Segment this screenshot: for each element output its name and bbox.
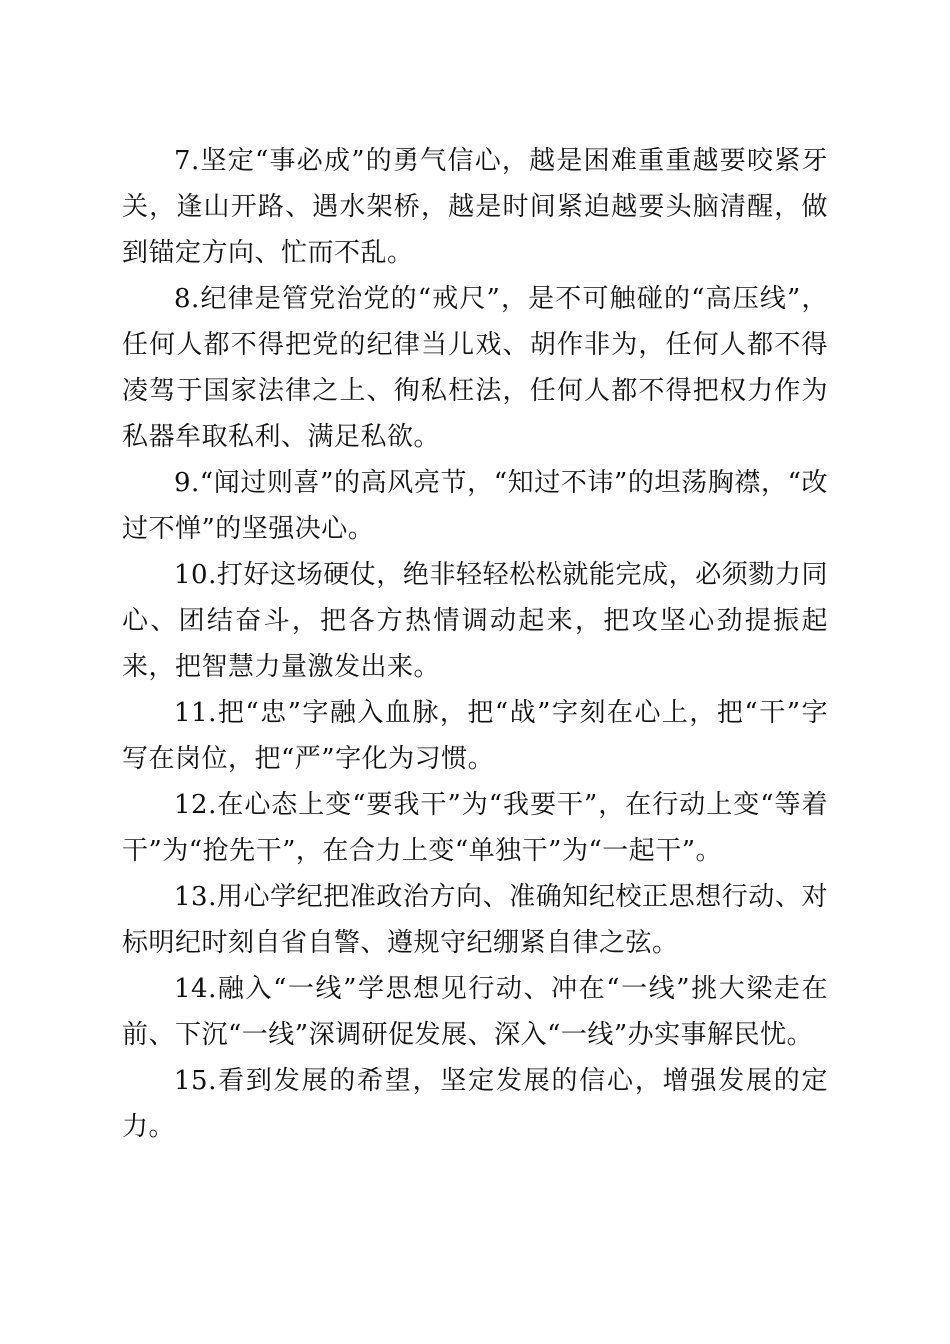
paragraph-14: 14.融入“一线”学思想见行动、冲在“一线”挑大梁走在前、下沉“一线”深调研促发展、深入“一线”办实事解民忧。	[122, 974, 828, 1050]
paragraph-7: 7.坚定“事必成”的勇气信心，越是困难重重越要咬紧牙关，逢山开路、遇水架桥，越是时间紧迫越要头脑清醒，做到锚定方向、忙而不乱。	[122, 146, 828, 268]
paragraph-13: 13.用心学纪把准政治方向、准确知纪校正思想行动、对标明纪时刻自省自警、遵规守纪绷紧自律之弦。	[122, 882, 828, 958]
document-page	[122, 138, 828, 1150]
paragraph-10: 10.打好这场硬仗，绝非轻轻松松就能完成，必须勠力同心、团结奋斗，把各方热情调动起来，把攻坚心劲提振起来，把智慧力量激发出来。	[122, 560, 828, 682]
paragraph-8: 8.纪律是管党治党的“戒尺”，是不可触碰的“高压线”，任何人都不得把党的纪律当儿戏、胡作非为，任何人都不得凌驾于国家法律之上、徇私枉法，任何人都不得把权力作为私器牟取私利、满足私欲。	[122, 284, 828, 452]
paragraph-12: 12.在心态上变“要我干”为“我要干”，在行动上变“等着干”为“抢先干”，在合力上变“单独干”为“一起干”。	[122, 790, 828, 866]
paragraph-9: 9.“闻过则喜”的高风亮节，“知过不讳”的坦荡胸襟，“改过不惮”的坚强决心。	[122, 468, 828, 544]
paragraph-11: 11.把“忠”字融入血脉，把“战”字刻在心上，把“干”字写在岗位，把“严”字化为习惯。	[122, 698, 828, 774]
paragraph-15: 15.看到发展的希望，坚定发展的信心，增强发展的定力。	[122, 1066, 828, 1142]
